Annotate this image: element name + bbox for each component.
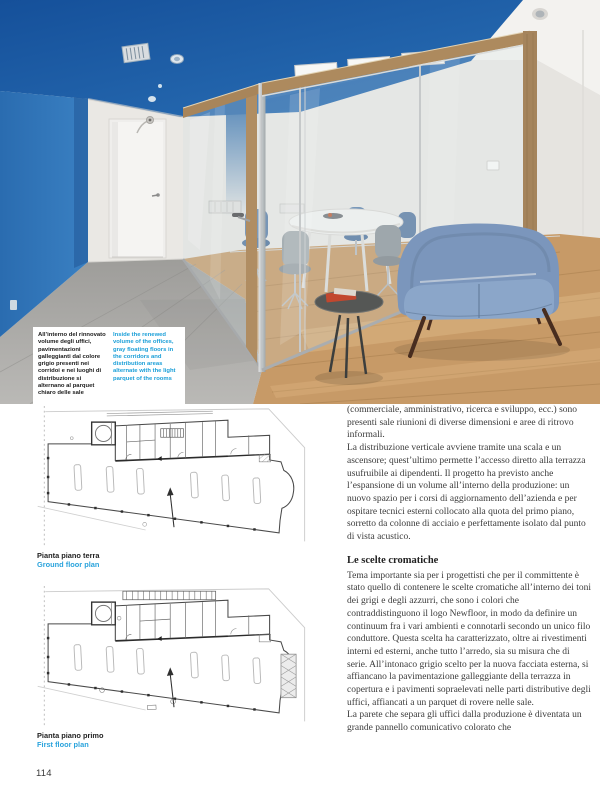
photo-caption-english: Inside the renewed volume of the offices, gray floating floors in the corridors and distribution areas alternate with the light parquet of the rooms [113,332,176,382]
plan-caption-first-floor [37,731,104,749]
photo-caption-italian: All’interno del rinnovato volume degli uffici, pavimentazioni galleggianti dal colore grigio presenti nei corridoi e nei luoghi di distribuzione si alternano al parquet chiaro delle sale [38,332,106,397]
article-text-column [347,404,591,735]
plan-caption-ground-floor [37,551,99,569]
photo-caption-box [33,327,185,404]
glass-wall-wood-post [523,31,537,258]
plan-title-italian: Pianta piano primo [37,731,104,740]
article-paragraph: (commerciale, amministrativo, ricerca e sviluppo, ecc.) sono presenti sale riunioni di diverse dimensioni e aree di ritrovo informali. [347,405,578,441]
plan-title-english: First floor plan [37,740,89,749]
plan-title-italian: Pianta piano terra [37,551,100,560]
glass-door-handle-icon [232,213,244,217]
air-vent-icon [122,43,150,62]
first-floor-plan-drawing [28,586,320,728]
glass-door-wood-jamb [246,93,257,363]
article-paragraph: Tema importante sia per i progettisti che per il committente è stato quello di contenere le scelte cromatiche all’interno dei toni dei grigi e degli azzurri, che sono i colori che contraddistinguono il logo Newfloor, in modo da definire un continuum fra i vari ambienti e connotarli secondo un unico filo conduttore. Questa scelta ha caratterizzato, oltre ai rivestimenti interni ed esterni, anche tutto l’arredo, sia su misura che di serie. All’intonaco grigio scelto per la nuova facciata esterna, si affiancano la pavimentazione galleggiante della terrazza in copertura e i pavimenti sopraelevati nelle parti distributive degli uffici, affiancati a un parquet di rovere nelle sale. [347,570,592,708]
plan-title-english: Ground floor plan [37,560,100,569]
article-paragraph: La distribuzione verticale avviene tramite una scala e un ascensore; quest’ultimo permette l’accesso diretto alla terrazza usufruibile ai dipendenti. Il progetto ha previsto anche l’espansione di un volume all’interno della produzione: un nuovo spazio per i corsi di aggiornamento dell’azienda e per ospitare tecnici esterni collocato alla quota del primo piano, sorretto da colonne di acciaio e perfettamente isolato dal punto di vista acustico. [347,443,586,543]
article-paragraph: La parete che separa gli uffici dalla produzione è diventata un grande pannello comunicativo colorato che [347,710,582,734]
article-section-heading: Le scelte cromatiche [347,554,439,566]
page-number: 114 [36,768,52,779]
ground-floor-plan-drawing [28,406,320,548]
